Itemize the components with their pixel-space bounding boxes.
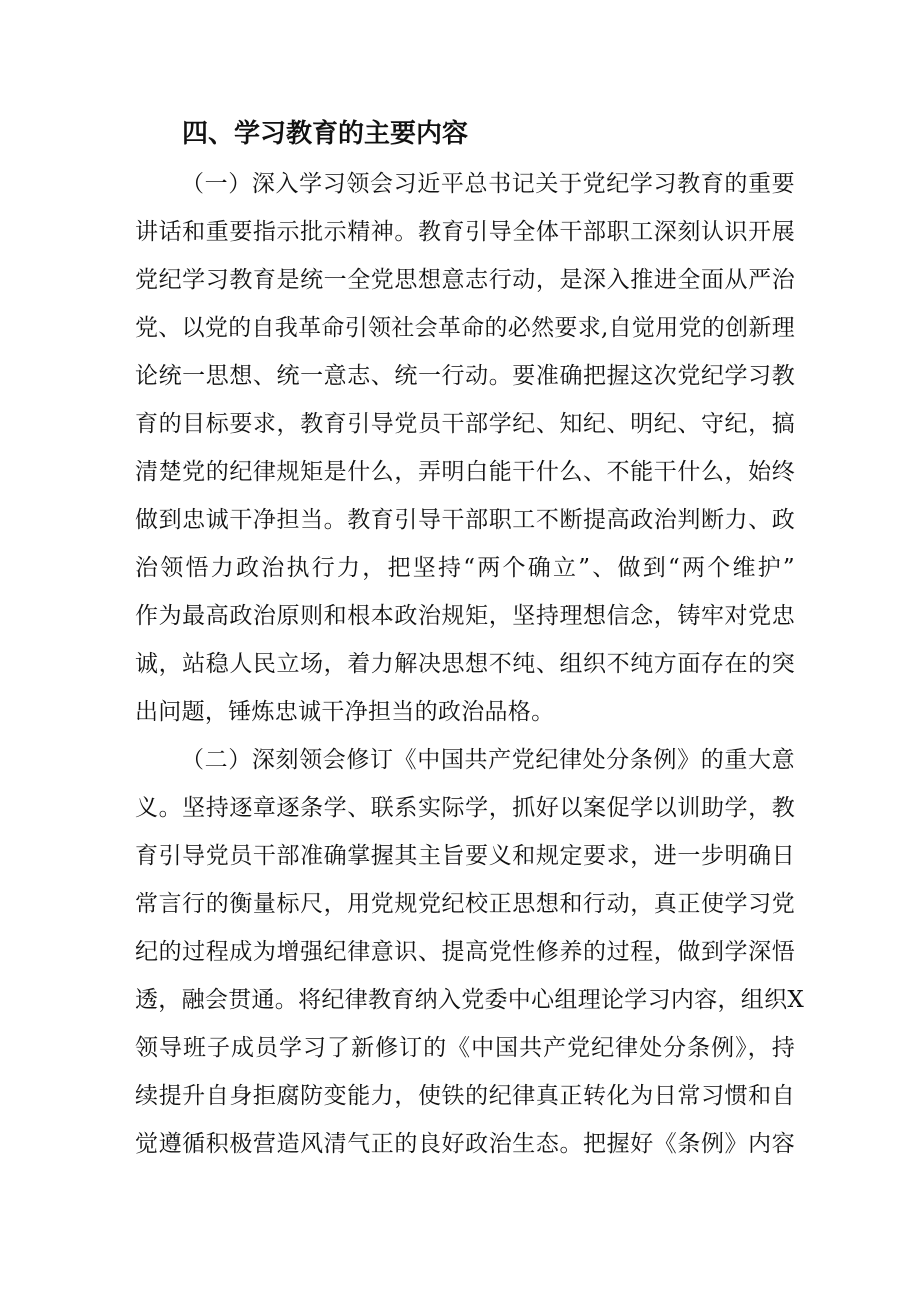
text-line: 育的目标要求，教育引导党员干部学纪、知纪、明纪、守纪，搞 xyxy=(135,411,795,437)
paragraph-1 xyxy=(135,160,795,736)
section-heading: 四、学习教育的主要内容 xyxy=(182,119,469,149)
text-line: 透，融会贯通。将纪律教育纳入党委中心组理论学习内容，组织X xyxy=(135,987,805,1013)
text-line: 续提升自身拒腐防变能力，使铁的纪律真正转化为日常习惯和自 xyxy=(135,1083,795,1109)
text-line: 清楚党的纪律规矩是什么，弄明白能干什么、不能干什么，始终 xyxy=(135,459,795,485)
text-line: 治领悟力政治执行力，把坚持“两个确立”、做到“两个维护” xyxy=(135,555,795,581)
paragraph-2 xyxy=(135,736,805,1168)
text-line: 论统一思想、统一意志、统一行动。要准确把握这次党纪学习教 xyxy=(135,363,795,389)
text-line: 育引导党员干部准确掌握其主旨要义和规定要求，进一步明确日 xyxy=(135,843,795,869)
text-line: 义。坚持逐章逐条学、联系实际学，抓好以案促学以训助学，教 xyxy=(135,795,795,821)
text-line: 出问题，锤炼忠诚干净担当的政治品格。 xyxy=(135,699,555,725)
text-line: 讲话和重要指示批示精神。教育引导全体干部职工深刻认识开展 xyxy=(135,219,795,245)
text-line: 常言行的衡量标尺，用党规党纪校正思想和行动，真正使学习党 xyxy=(135,891,795,917)
text-line: 党、以党的自我革命引领社会革命的必然要求,自觉用党的创新理 xyxy=(135,315,796,341)
text-line: 诚，站稳人民立场，着力解决思想不纯、组织不纯方面存在的突 xyxy=(135,651,795,677)
text-line: 纪的过程成为增强纪律意识、提高党性修养的过程，做到学深悟 xyxy=(135,939,795,965)
text-line: 作为最高政治原则和根本政治规矩，坚持理想信念，铸牢对党忠 xyxy=(135,603,795,629)
text-line: 领导班子成员学习了新修订的《中国共产党纪律处分条例》，持 xyxy=(135,1035,795,1061)
text-line: （一）深入学习领会习近平总书记关于党纪学习教育的重要 xyxy=(181,171,795,197)
text-line: （二）深刻领会修订《中国共产党纪律处分条例》的重大意 xyxy=(181,747,795,773)
text-line: 党纪学习教育是统一全党思想意志行动，是深入推进全面从严治 xyxy=(135,267,795,293)
text-line: 做到忠诚干净担当。教育引导干部职工不断提高政治判断力、政 xyxy=(135,507,795,533)
text-line: 觉遵循积极营造风清气正的良好政治生态。把握好《条例》内容 xyxy=(135,1131,795,1157)
